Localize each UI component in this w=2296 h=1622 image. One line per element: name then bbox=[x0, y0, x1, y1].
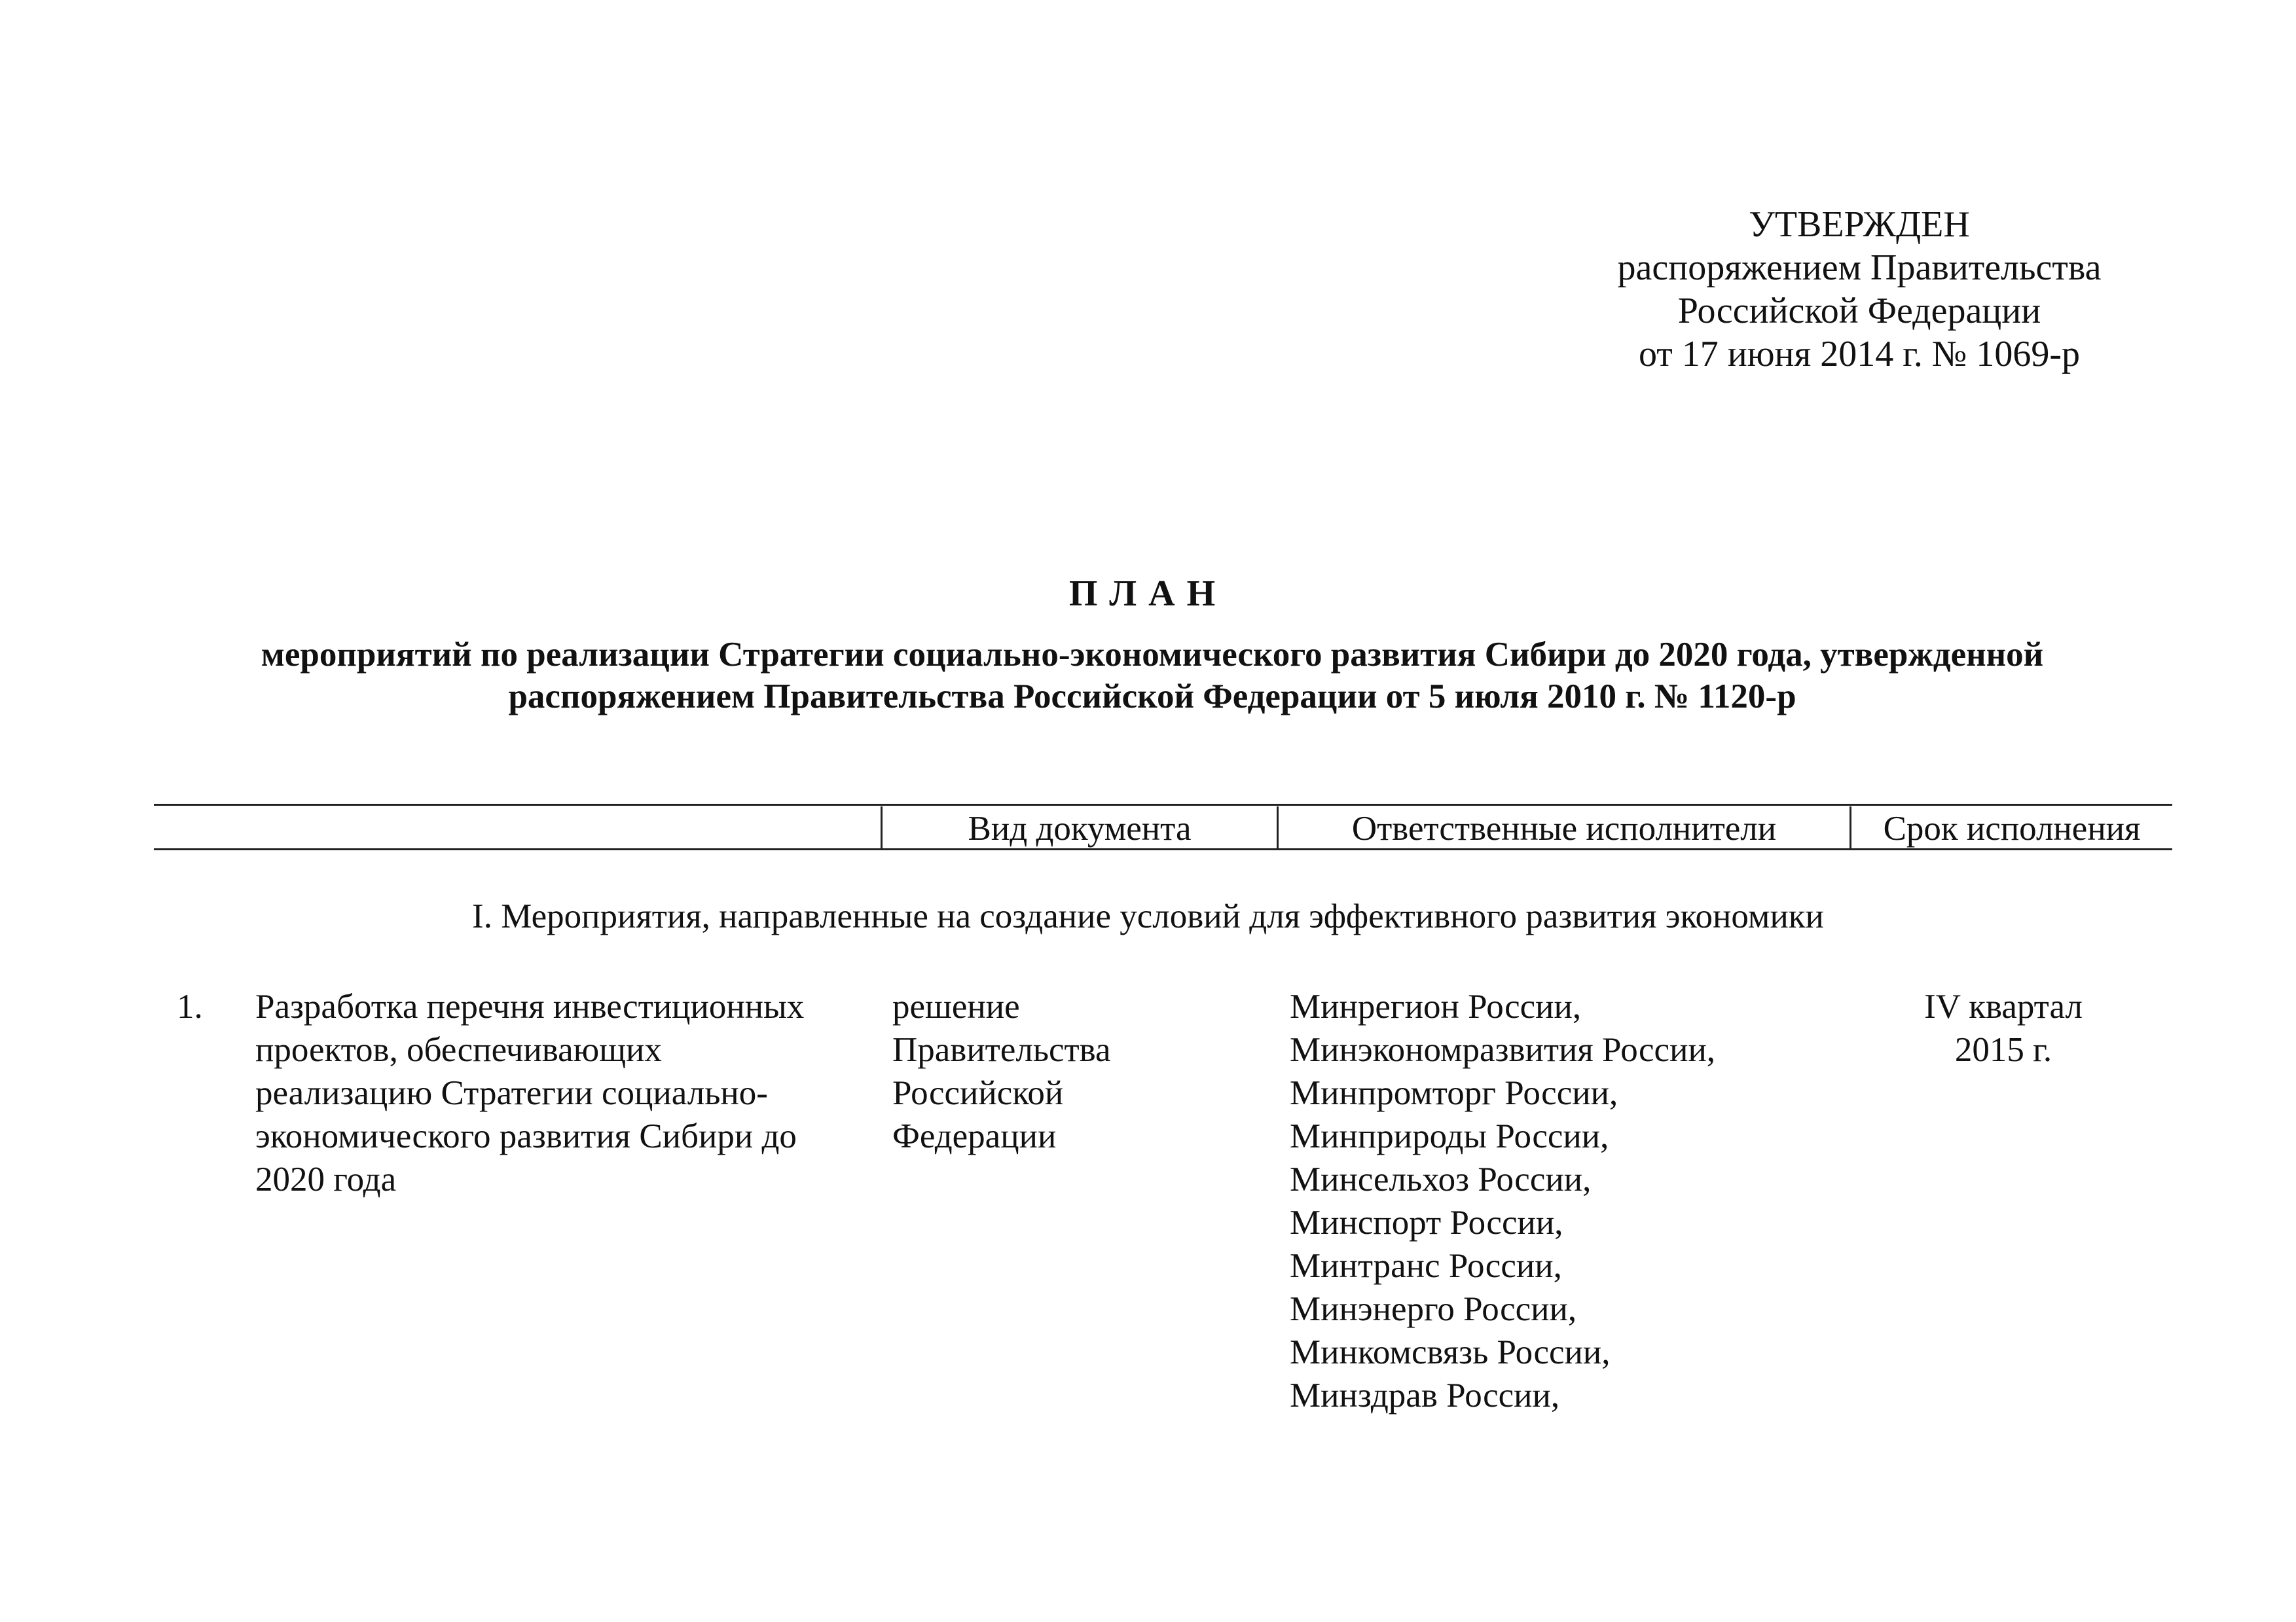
executor-item: Минкомсвязь России, bbox=[1290, 1333, 1611, 1371]
approval-line-3: от 17 июня 2014 г. № 1069-р bbox=[1639, 334, 2080, 374]
row-executors bbox=[1290, 985, 1715, 1417]
document-type-line: Федерации bbox=[892, 1117, 1057, 1155]
row-activity-name bbox=[255, 985, 804, 1201]
approval-heading: УТВЕРЖДЕН bbox=[1749, 204, 1970, 245]
executor-item: Минздрав России, bbox=[1290, 1377, 1560, 1415]
approval-line-2: Российской Федерации bbox=[1677, 291, 2041, 331]
table-header-document-type: Вид документа bbox=[968, 810, 1192, 848]
executor-item: Минсельхоз России, bbox=[1290, 1161, 1592, 1198]
document-title: ПЛАН bbox=[1068, 573, 1228, 614]
subtitle-line-1: мероприятий по реализации Стратегии социально-экономического развития Сибири до 2020 года, утвержденной bbox=[261, 636, 2044, 674]
deadline-line: IV квартал bbox=[1924, 988, 2083, 1026]
executor-item: Минэкономразвития России, bbox=[1290, 1031, 1716, 1069]
activity-line: Разработка перечня инвестиционных bbox=[255, 988, 805, 1026]
approval-line-1: распоряжением Правительства bbox=[1617, 247, 2102, 288]
executor-item: Минпромторг России, bbox=[1290, 1074, 1618, 1112]
table-header-top-rule bbox=[154, 804, 2172, 806]
row-number: 1. bbox=[177, 988, 203, 1026]
executor-item: Минспорт России, bbox=[1290, 1204, 1563, 1242]
table-header-executors: Ответственные исполнители bbox=[1351, 810, 1777, 848]
activity-line: реализацию Стратегии социально- bbox=[255, 1074, 768, 1112]
activity-line: экономического развития Сибири до bbox=[255, 1117, 797, 1155]
document-type-line: решение bbox=[892, 988, 1020, 1026]
document-type-line: Правительства bbox=[892, 1031, 1111, 1069]
document-subtitle bbox=[131, 634, 2174, 717]
executor-item: Минрегион России, bbox=[1290, 988, 1582, 1026]
section-heading: I. Мероприятия, направленные на создание условий для эффективного развития экономики bbox=[472, 897, 1824, 935]
document-type-line: Российской bbox=[892, 1074, 1064, 1112]
subtitle-line-2: распоряжением Правительства Российской Федерации от 5 июля 2010 г. № 1120-р bbox=[508, 677, 1796, 715]
row-document-type bbox=[892, 985, 1111, 1158]
table-header-bottom-rule bbox=[154, 848, 2172, 850]
activity-line: 2020 года bbox=[255, 1161, 397, 1198]
deadline-line: 2015 г. bbox=[1954, 1031, 2052, 1069]
executor-item: Минприроды России, bbox=[1290, 1117, 1609, 1155]
table-header-name bbox=[154, 809, 881, 848]
activity-line: проектов, обеспечивающих bbox=[255, 1031, 662, 1069]
executor-item: Минтранс России, bbox=[1290, 1247, 1562, 1285]
table-header-deadline: Срок исполнения bbox=[1883, 810, 2141, 848]
row-deadline bbox=[1872, 985, 2134, 1072]
approval-stamp bbox=[1597, 203, 2121, 376]
executor-item: Минэнерго России, bbox=[1290, 1290, 1577, 1328]
